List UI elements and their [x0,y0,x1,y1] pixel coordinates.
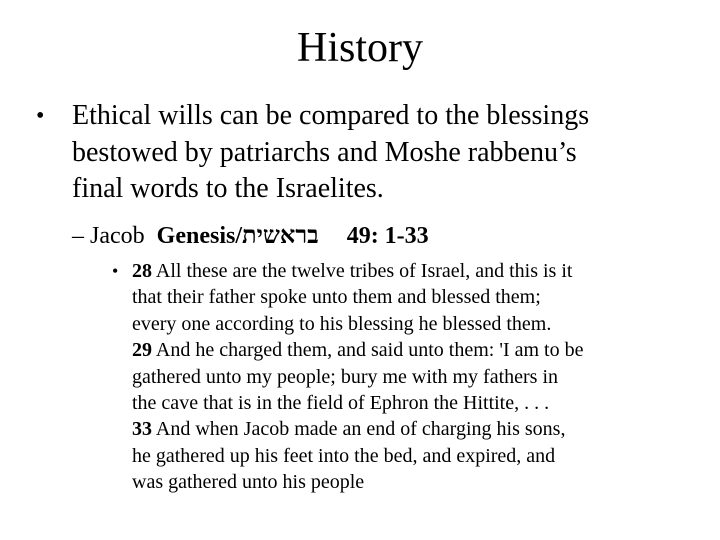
main-bullet-text [72,98,700,208]
passage-line: he gathered up his feet into the bed, and expired, and [132,444,556,467]
sub-bullet-name: Jacob [90,223,145,249]
main-bullet-line: final words to the Israelites. [72,173,384,204]
verse-text: And he charged them, and said unto them: 'I am to be [155,339,584,362]
slide-title: History [297,25,423,71]
verse-number: 29 [132,339,152,362]
main-bullet-line: bestowed by patriarchs and Moshe rabbenu’s [72,136,577,168]
passage-line [132,337,702,363]
passage-line: gathered unto my people; bury me with my fathers in [132,365,559,388]
sub-bullet-hebrew: בראשית [242,223,319,249]
passage-line [132,416,702,442]
verse-number: 33 [132,418,152,441]
sub-bullet-reference: 49: 1-33 [346,223,429,249]
passage-line [132,258,702,284]
main-bullet-line: Ethical wills can be compared to the blessings [72,100,590,131]
verse-text: And when Jacob made an end of charging his sons, [155,418,566,441]
passage-line: every one according to his blessing he blessed them. [132,312,552,335]
bullet-marker: • [36,103,45,129]
passage-line: the cave that is in the field of Ephron the Hittite, . . . [132,392,550,415]
sub-bullet-dash: – [72,223,84,249]
sub-bullet [72,218,692,254]
passage-verses [132,258,702,496]
passage-line: was gathered unto his people [132,471,365,494]
verse-number: 28 [132,260,152,282]
passage-line: that their father spoke unto them and blessed them; [132,286,541,309]
passage-bullet-marker: • [112,261,119,281]
sub-bullet-book: Genesis/ [156,223,242,249]
verse-text: All these are the twelve tribes of Israel, and this is it [155,260,573,282]
